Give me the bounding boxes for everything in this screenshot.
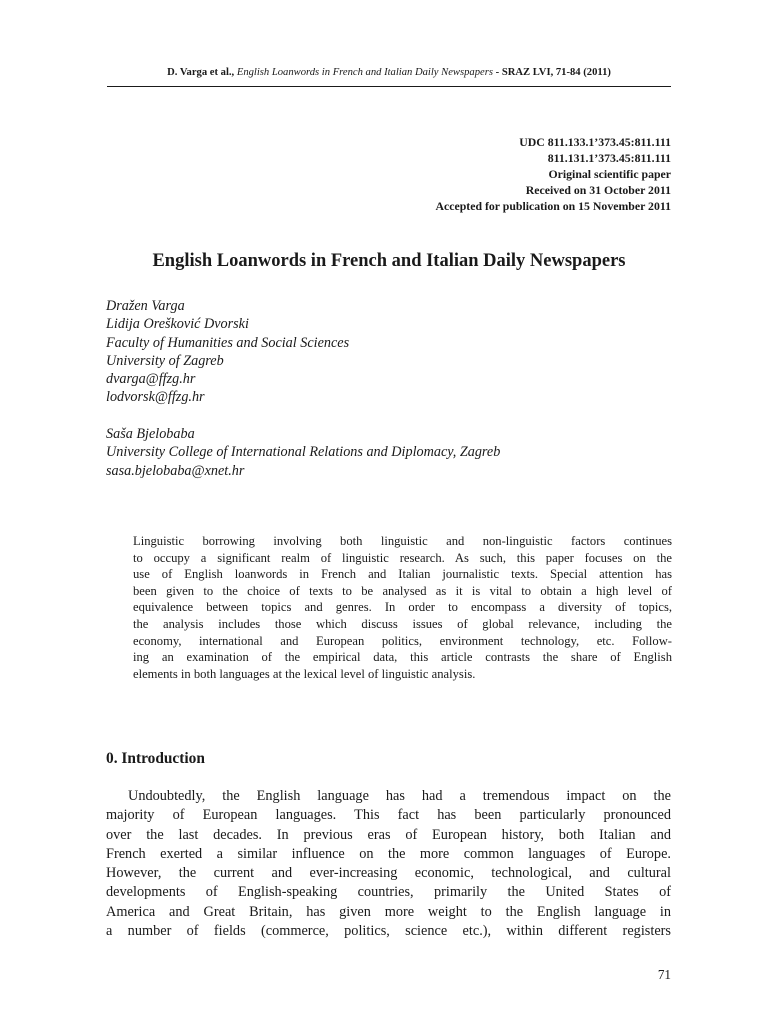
paragraph-line: developments of English-speaking countries, primarily the United States of	[106, 884, 671, 901]
abstract-line: to occupy a significant realm of linguistic research. As such, this paper focuses on the	[133, 550, 672, 565]
running-head-separator: -	[495, 67, 500, 78]
abstract-line: been given to the choice of texts to be analysed as it is vital to obtain a high level of	[133, 583, 672, 598]
header-rule	[107, 86, 671, 87]
paragraph-line: a number of fields (commerce, politics, science etc.), within different registers	[106, 923, 671, 940]
paragraph-line: over the last decades. In previous eras of European history, both Italian and	[106, 826, 671, 843]
classification-block	[436, 134, 672, 214]
received-date: Received on 31 October 2011	[525, 183, 671, 197]
abstract	[133, 533, 672, 682]
author-email: lodvorsk@ffzg.hr	[106, 389, 205, 406]
abstract-line: the analysis includes those which discuss issues of global relevance, including the	[133, 616, 672, 631]
running-head-authors: D. Varga et al.,	[167, 67, 235, 78]
section-heading-introduction: 0. Introduction	[106, 750, 205, 767]
author-name: Lidija Orešković Dvorski	[106, 316, 249, 333]
author-email: dvarga@ffzg.hr	[106, 371, 196, 388]
author-name: Dražen Varga	[106, 298, 185, 314]
abstract-line: equivalence between topics and genres. In order to encompass a diversity of topics,	[133, 600, 672, 615]
abstract-line: ing an examination of the empirical data, this article contrasts the share of English	[133, 650, 672, 665]
abstract-line: elements in both languages at the lexical level of linguistic analysis.	[133, 666, 476, 681]
abstract-line: Linguistic borrowing involving both linguistic and non-linguistic factors continues	[133, 534, 672, 548]
affiliation: University of Zagreb	[106, 352, 224, 369]
paragraph-line: French exerted a similar influence on the more common languages of Europe.	[106, 845, 671, 862]
abstract-line: economy, international and European politics, environment technology, etc. Follow-	[133, 633, 672, 648]
paper-title: English Loanwords in French and Italian Daily Newspapers	[152, 251, 626, 271]
paragraph-line: Undoubtedly, the English language has had a tremendous impact on the	[128, 788, 671, 804]
page-number: 71	[657, 967, 671, 982]
running-head	[107, 66, 671, 80]
affiliation: University College of International Relations and Diplomacy, Zagreb	[106, 444, 501, 461]
running-head-journal: SRAZ LVI, 71-84 (2011)	[501, 67, 611, 78]
author-group-1	[106, 297, 349, 407]
abstract-line: use of English loanwords in French and Italian journalistic texts. Special attention has	[133, 567, 672, 582]
udc-line-1: UDC 811.133.1’373.45:811.111	[519, 135, 671, 149]
introduction-paragraph	[106, 787, 671, 941]
paragraph-line: majority of European languages. This fact has been particularly pronounced	[106, 807, 671, 824]
accepted-date: Accepted for publication on 15 November 2011	[435, 199, 671, 213]
paragraph-line: America and Great Britain, has given more weight to the English language in	[106, 903, 671, 920]
author-email: sasa.bjelobaba@xnet.hr	[106, 462, 245, 479]
running-head-article-title: English Loanwords in French and Italian Daily Newspapers	[236, 67, 493, 78]
author-name: Saša Bjelobaba	[106, 426, 195, 442]
affiliation: Faculty of Humanities and Social Sciences	[106, 334, 350, 351]
author-group-2	[106, 425, 500, 480]
paper-type: Original scientific paper	[548, 167, 671, 181]
paragraph-line: However, the current and ever-increasing economic, technological, and cultural	[106, 865, 671, 882]
udc-line-2: 811.131.1’373.45:811.111	[547, 151, 671, 165]
